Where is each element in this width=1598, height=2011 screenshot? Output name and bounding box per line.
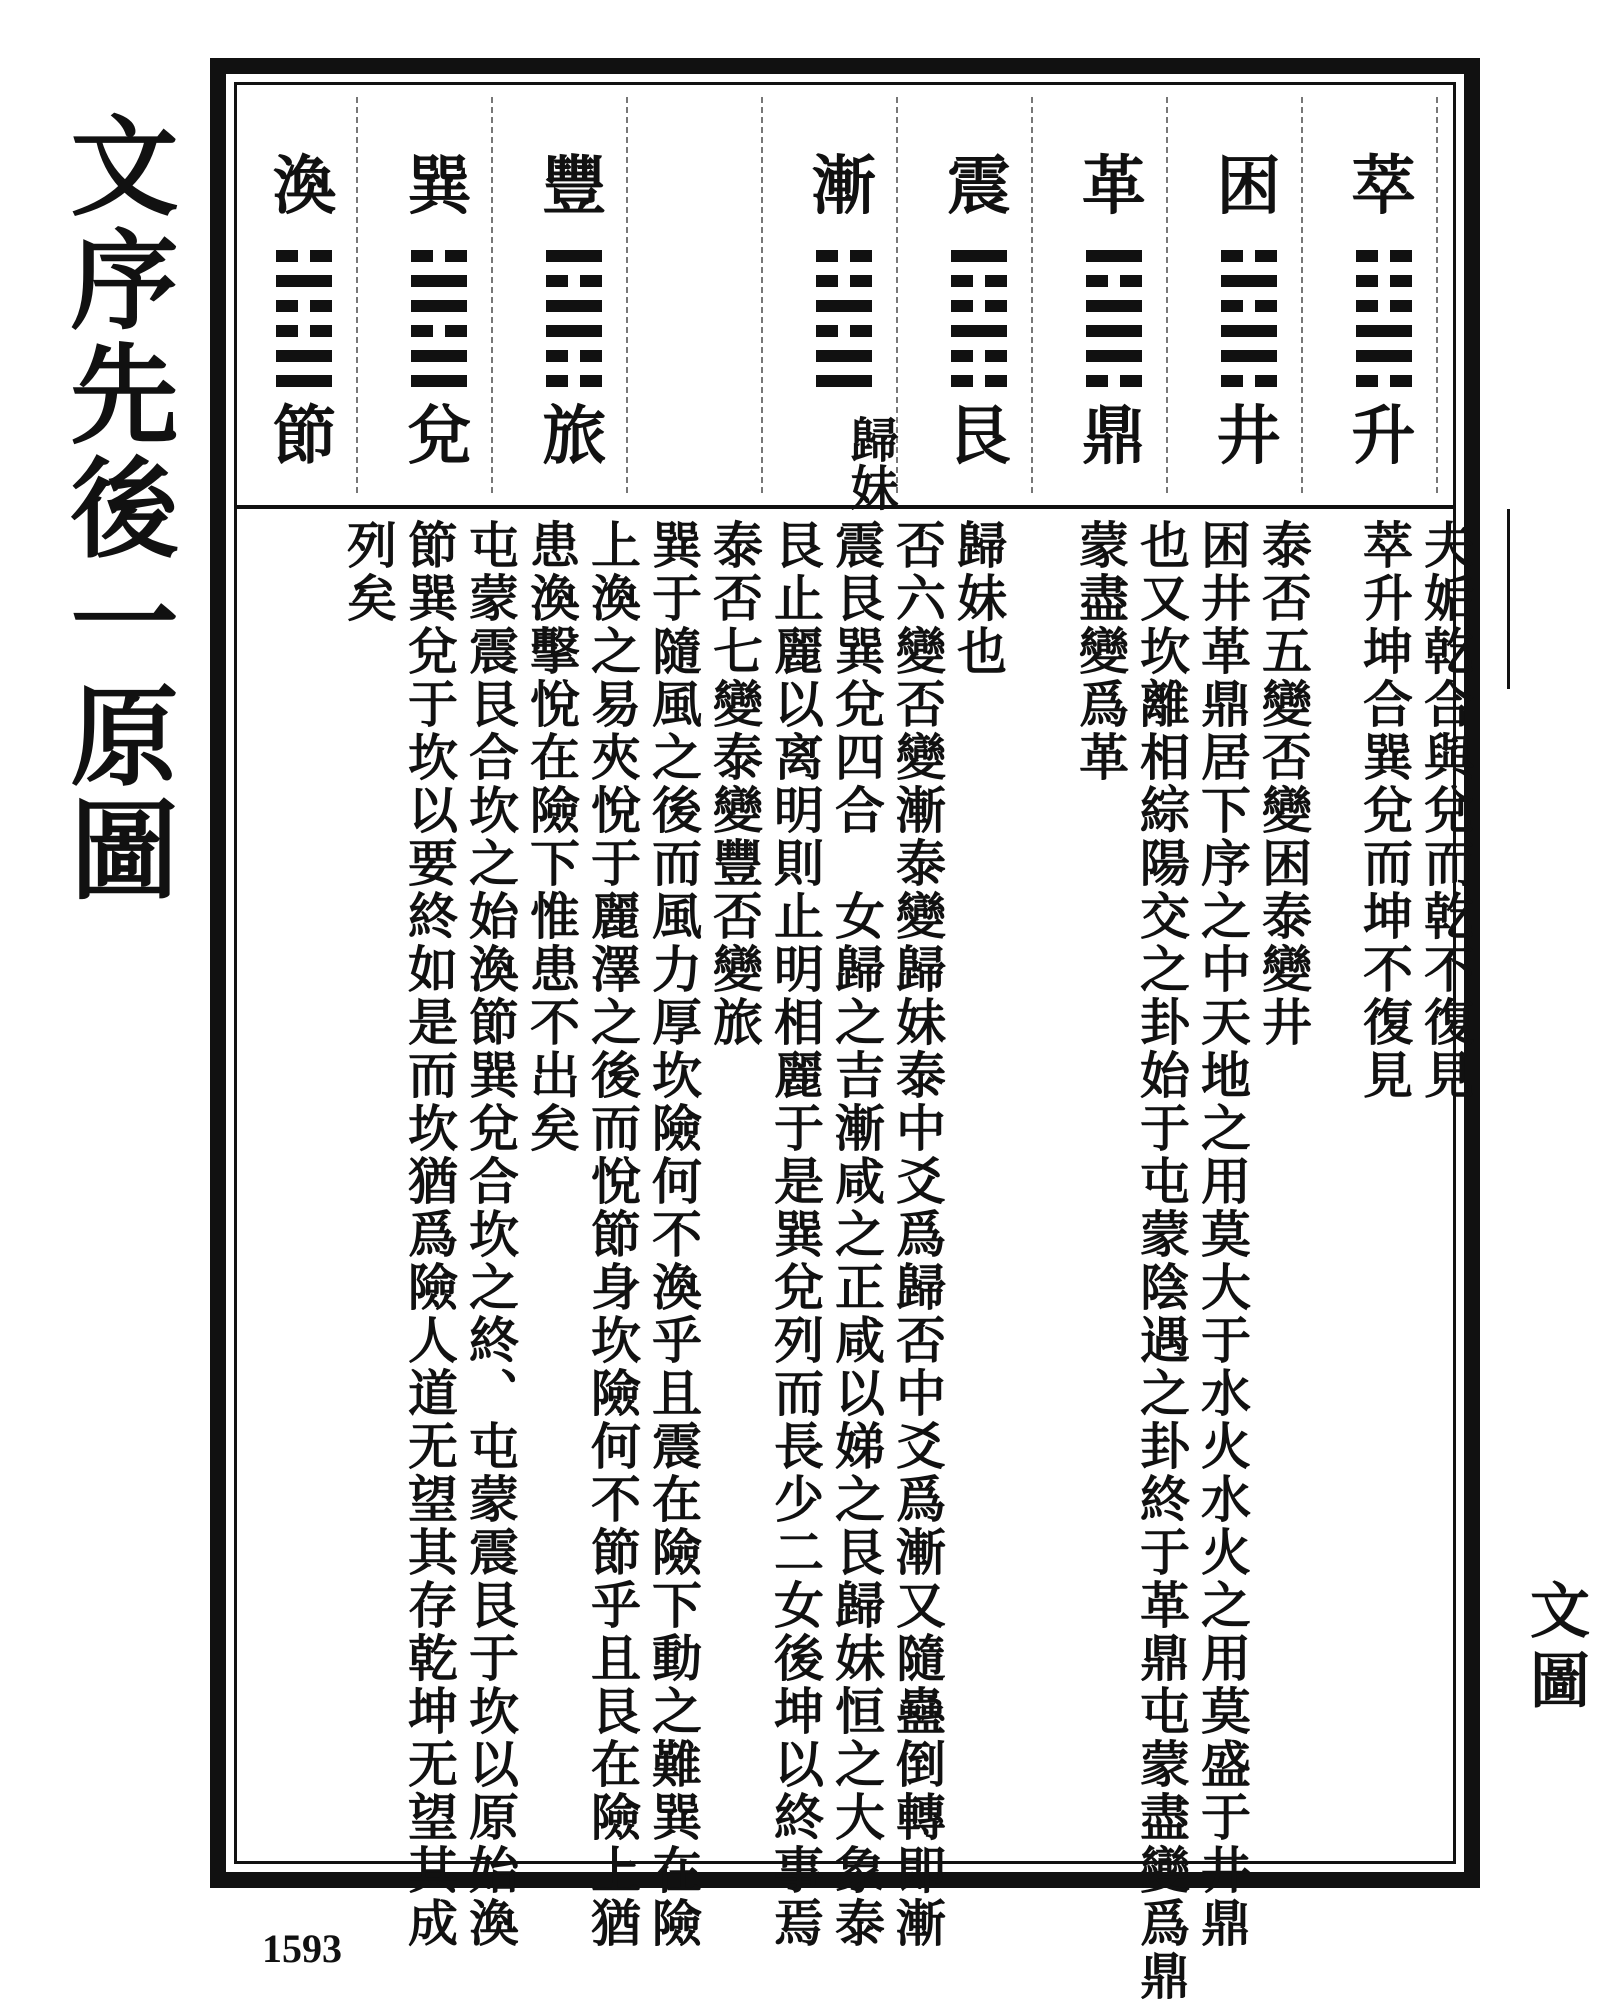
hexagram-column — [659, 85, 759, 505]
yin-line — [1086, 275, 1142, 287]
hexagram-column — [524, 85, 624, 505]
column-separator — [356, 97, 358, 493]
commentary-column: 節巽兌于坎以要終如是而坎猶爲險人道无望其存乾坤无望其成 — [400, 519, 459, 1950]
yang-line — [1086, 350, 1142, 362]
hexagram-lines — [1356, 250, 1412, 400]
hexagram-name-bottom: 艮 — [946, 399, 1011, 474]
commentary-column: 泰否五變否變困泰變井 — [1254, 519, 1313, 1049]
hexagram-column — [1199, 85, 1299, 505]
hexagram-name-top: 萃 — [1351, 149, 1416, 224]
commentary-column: 困井革鼎居下序之中天地之用莫大于水火水火之用莫盛于井鼎 — [1193, 519, 1252, 1950]
commentary-column: 患渙擊悅在險下惟患不出矣 — [522, 519, 581, 1155]
yin-line — [546, 275, 602, 287]
hexagram-name-top: 巽 — [407, 149, 472, 224]
hexagram-name-top: 震 — [946, 149, 1011, 224]
hexagram-name-top: 漸 — [812, 149, 876, 224]
hexagram-column — [1064, 85, 1164, 505]
hexagram-name-bottom: 旅 — [542, 399, 607, 474]
yang-line — [1356, 350, 1412, 362]
yang-line — [411, 275, 467, 287]
yin-line — [1086, 375, 1142, 387]
yang-line — [276, 375, 332, 387]
hexagram-lines — [276, 250, 332, 400]
column-separator — [1166, 97, 1168, 493]
yang-line — [546, 250, 602, 262]
margin-title: 文序先後一原圖 — [52, 110, 178, 908]
yang-line — [816, 300, 872, 312]
hexagram-name-top: 困 — [1216, 149, 1281, 224]
yang-line — [951, 325, 1007, 337]
yin-line — [276, 325, 332, 337]
hexagram-column — [389, 85, 489, 505]
yang-line — [1086, 250, 1142, 262]
yang-line — [816, 375, 872, 387]
diagram-label: 文圖 — [1520, 1579, 1590, 1719]
yin-line — [546, 375, 602, 387]
hexagram-name-top: 渙 — [272, 149, 337, 224]
commentary-column: 艮止麗以离明則止明相麗于是巽兌列而長少二女後坤以終事焉 — [766, 519, 825, 1950]
yin-line — [1356, 300, 1412, 312]
commentary-column: 萃升坤合巽兌而坤不復見 — [1355, 519, 1414, 1102]
yin-line — [1221, 300, 1277, 312]
hexagram-lines — [411, 250, 467, 400]
yin-line — [816, 250, 872, 262]
hexagram-name-bottom: 節 — [272, 399, 337, 474]
page-number: 1593 — [262, 1926, 342, 1971]
yin-line — [276, 300, 332, 312]
label-divider — [1507, 509, 1510, 689]
hexagram-name-top: 豐 — [542, 149, 607, 224]
yin-line — [1356, 275, 1412, 287]
commentary-column: 屯蒙震艮合坎之始渙節巽兌合坎之終、屯蒙震艮于坎以原始渙 — [461, 519, 520, 1950]
yin-line — [546, 350, 602, 362]
yang-line — [276, 350, 332, 362]
commentary-column: 震艮巽兌四合 女歸之吉漸咸之正咸以娣之艮歸妹恒之大象泰 — [827, 519, 886, 1950]
hexagram-name-bottom: 歸妹 — [842, 415, 898, 511]
hexagram-name-bottom: 升 — [1351, 399, 1416, 474]
hexagram-band — [237, 85, 1453, 509]
hexagram-name-bottom: 井 — [1216, 399, 1281, 474]
hexagram-lines — [1221, 250, 1277, 400]
yang-line — [546, 300, 602, 312]
yang-line — [546, 325, 602, 337]
commentary-column: 歸妹也 — [949, 519, 1008, 678]
commentary-column: 夫姤乾合與兌而乾不復見 — [1416, 519, 1475, 1102]
hexagram-lines — [546, 250, 602, 400]
hexagram-name-bottom: 鼎 — [1081, 399, 1146, 474]
hexagram-name-top: 革 — [1081, 149, 1146, 224]
hexagram-column — [1334, 85, 1434, 505]
commentary-column: 也又坎離相綜陽交之卦始于屯蒙陰遇之卦終于革鼎屯蒙盡變爲鼎 — [1132, 519, 1191, 2003]
column-separator — [1031, 97, 1033, 493]
yin-line — [1356, 250, 1412, 262]
commentary-column: 蒙盡變爲革 — [1071, 519, 1130, 784]
yang-line — [1356, 325, 1412, 337]
hexagram-lines — [816, 250, 872, 400]
yang-line — [1086, 325, 1142, 337]
hexagram-column — [794, 85, 898, 511]
yang-line — [1221, 325, 1277, 337]
yin-line — [951, 275, 1007, 287]
yin-line — [951, 375, 1007, 387]
yang-line — [411, 350, 467, 362]
column-separator — [626, 97, 628, 493]
yang-line — [1221, 275, 1277, 287]
yin-line — [951, 300, 1007, 312]
column-separator — [761, 97, 763, 493]
hexagram-lines — [951, 250, 1007, 400]
yin-line — [816, 275, 872, 287]
yang-line — [411, 375, 467, 387]
yang-line — [1086, 300, 1142, 312]
commentary-column: 否六變否變漸泰變歸妹泰中爻爲歸否中爻爲漸又隨蠱倒轉即漸 — [888, 519, 947, 1950]
column-separator — [1301, 97, 1303, 493]
yin-line — [951, 350, 1007, 362]
yang-line — [951, 250, 1007, 262]
commentary-column: 泰否七變泰變豐否變旅 — [705, 519, 764, 1049]
yang-line — [816, 350, 872, 362]
yin-line — [1356, 375, 1412, 387]
column-separator — [1436, 97, 1438, 493]
yin-line — [816, 325, 872, 337]
commentary-column: 上渙之易夾悅于麗澤之後而悅節身坎險何不節乎且艮在險上猶 — [583, 519, 642, 1950]
yin-line — [1221, 375, 1277, 387]
yang-line — [1221, 350, 1277, 362]
hexagram-name-bottom: 兌 — [407, 399, 472, 474]
hexagram-lines — [1086, 250, 1142, 400]
yin-line — [276, 250, 332, 262]
yin-line — [411, 250, 467, 262]
commentary-column: 巽于隨風之後而風力厚坎險何不渙乎且震在險下動之難巽在險 — [644, 519, 703, 1950]
hexagram-column — [254, 85, 354, 505]
yin-line — [411, 325, 467, 337]
hexagram-column — [929, 85, 1029, 505]
yin-line — [1221, 250, 1277, 262]
yang-line — [276, 275, 332, 287]
column-separator — [491, 97, 493, 493]
commentary-column: 列矣 — [339, 519, 398, 625]
yang-line — [411, 300, 467, 312]
